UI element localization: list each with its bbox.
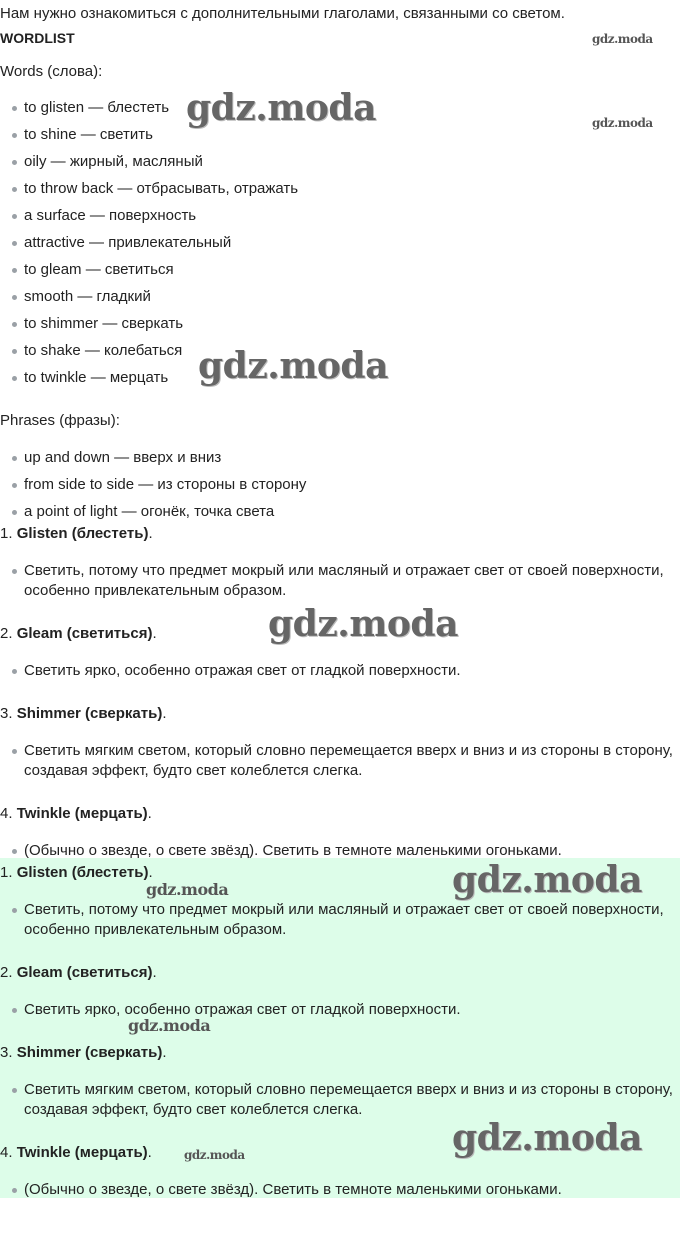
list-item: up and down — вверх и вниз [24, 449, 222, 466]
definition-title: 1. Glisten (блестеть). [0, 525, 153, 542]
definition-text: (Обычно о звезде, о свете звёзд). Светить в темноте маленькими огоньками. [24, 842, 562, 859]
definition-text: Светить мягким светом, который словно перемещается вверх и вниз и из стороны в сторону, создавая эффект, будто свет колеблется слегка. [24, 742, 673, 779]
watermark: gdz.moda [198, 345, 388, 387]
words-heading: Words (слова): [0, 63, 103, 80]
list-item: to shine — светить [24, 126, 153, 143]
list-item: to glisten — блестеть [24, 99, 170, 116]
definition-title: 3. Shimmer (сверкать). [0, 705, 167, 722]
list-item: to throw back — отбрасывать, отражать [24, 180, 299, 197]
watermark: gdz.moda [592, 32, 653, 46]
list-item: smooth — гладкий [24, 288, 151, 305]
list-item: to gleam — светиться [24, 261, 174, 278]
intro-text: Нам нужно ознакомиться с дополнительными глаголами, связанными со светом. [0, 5, 565, 22]
watermark: gdz.moda [592, 116, 653, 130]
watermark: gdz.moda [452, 1117, 642, 1159]
definition-title: 1. Glisten (блестеть). [0, 864, 153, 881]
list-item: attractive — привлекательный [24, 234, 232, 251]
list-item: from side to side — из стороны в сторону [24, 476, 307, 493]
watermark: gdz.moda [268, 603, 458, 645]
watermark: gdz.moda [128, 1016, 211, 1035]
wordlist-heading: WORDLIST [0, 30, 75, 46]
watermark: gdz.moda [184, 1148, 245, 1162]
definition-title: 2. Gleam (светиться). [0, 964, 157, 981]
definition-text: Светить, потому что предмет мокрый или масляный и отражает свет от своей поверхности, особенно привлекательным образом. [24, 561, 674, 601]
list-item: oily — жирный, масляный [24, 153, 203, 170]
definition-text: Светить ярко, особенно отражая свет от гладкой поверхности. [24, 1001, 461, 1018]
definition-title: 2. Gleam (светиться). [0, 625, 157, 642]
definition-text: Светить, потому что предмет мокрый или масляный и отражает свет от своей поверхности, особенно привлекательным образом. [24, 900, 674, 940]
list-item: to twinkle — мерцать [24, 369, 169, 386]
watermark: gdz.moda [452, 859, 642, 901]
watermark: gdz.moda [186, 87, 376, 129]
definition-text: Светить ярко, особенно отражая свет от гладкой поверхности. [24, 662, 461, 679]
list-item: to shake — колебаться [24, 342, 183, 359]
list-item: a point of light — огонёк, точка света [24, 503, 275, 520]
list-item: to shimmer — сверкать [24, 315, 184, 332]
definition-title: 3. Shimmer (сверкать). [0, 1044, 167, 1061]
phrases-heading: Phrases (фразы): [0, 412, 120, 429]
definition-text: (Обычно о звезде, о свете звёзд). Светить в темноте маленькими огоньками. [24, 1181, 562, 1198]
list-item: a surface — поверхность [24, 207, 197, 224]
watermark: gdz.moda [146, 880, 229, 899]
definition-text: Светить мягким светом, который словно перемещается вверх и вниз и из стороны в сторону, создавая эффект, будто свет колеблется слегка. [24, 1081, 673, 1118]
definition-title: 4. Twinkle (мерцать). [0, 805, 152, 822]
definition-title: 4. Twinkle (мерцать). [0, 1144, 152, 1161]
